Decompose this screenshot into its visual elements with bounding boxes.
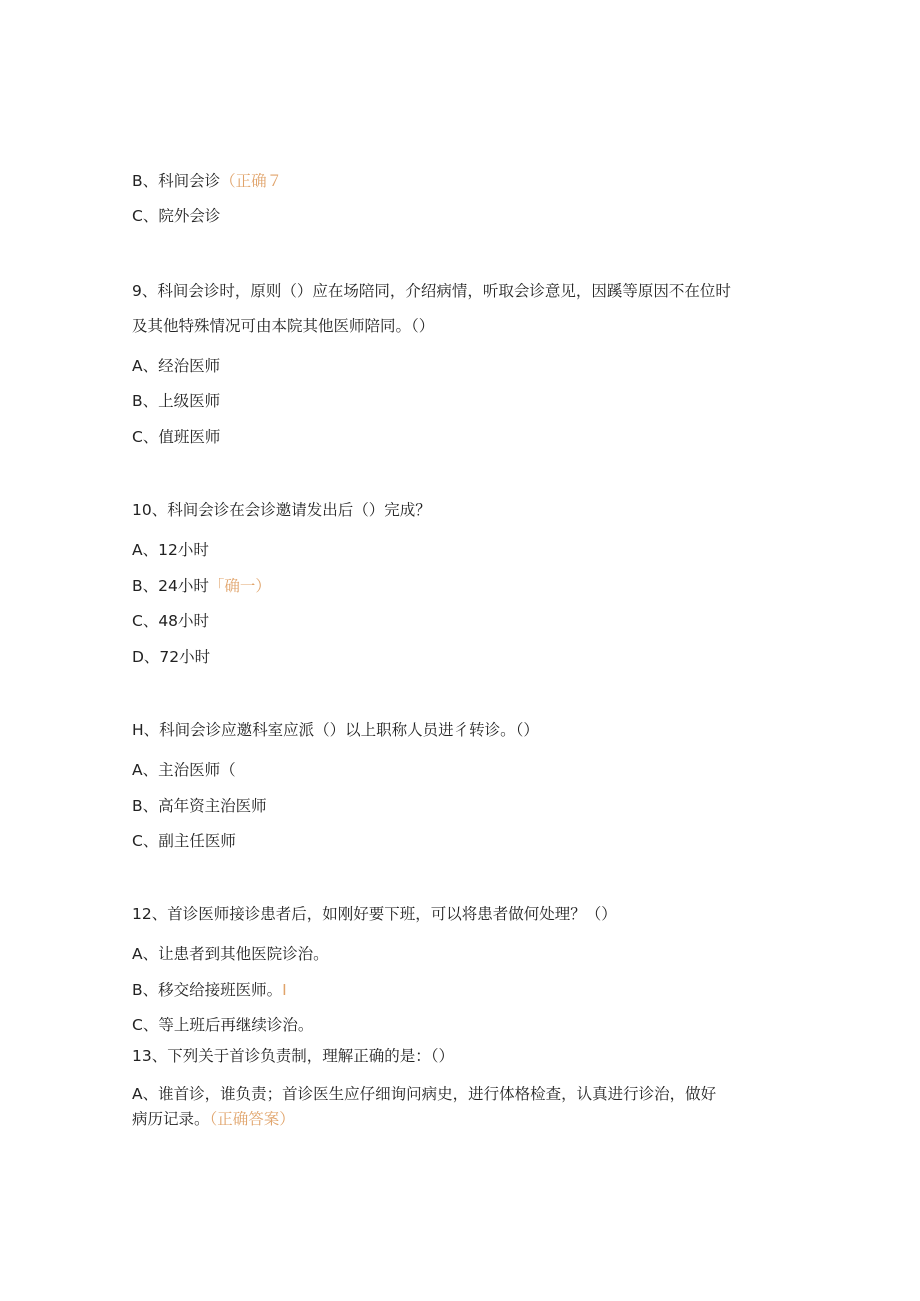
question-9-line-2	[132, 316, 434, 336]
q9-option-a	[132, 356, 220, 376]
q13-option-a-line-2	[132, 1109, 295, 1129]
q10-option-c	[132, 611, 209, 631]
q10-option-b	[132, 576, 271, 596]
question-9-line-1	[132, 281, 731, 301]
q9-option-b	[132, 391, 220, 411]
answer-marker: 「确一）	[208, 577, 271, 595]
option-text: A、12小时	[132, 541, 209, 559]
option-text: 病历记录。	[132, 1110, 210, 1128]
q10-option-a	[132, 540, 209, 560]
q11-option-b	[132, 796, 267, 816]
option-text: D、72小时	[132, 648, 211, 666]
option-text: B、上级医师	[132, 392, 221, 410]
question-text: 及其他特殊情况可由本院其他医师陪同。（）	[132, 317, 435, 335]
q9-option-c	[132, 427, 220, 447]
question-text: 12、首诊医师接诊患者后，如刚好要下班，可以将患者做何处理？（）	[132, 905, 617, 923]
option-text: B、科间会诊	[132, 172, 221, 190]
q13-option-a-line-1	[132, 1084, 716, 1104]
question-13	[132, 1046, 454, 1066]
option-text: B、24小时	[132, 577, 209, 595]
question-11	[132, 720, 539, 740]
question-text: 13、下列关于首诊负责制，理解正确的是：（）	[132, 1047, 454, 1065]
option-text: C、值班医师	[132, 428, 221, 446]
answer-marker: （正确答案）	[209, 1110, 295, 1128]
option-text: C、院外会诊	[132, 207, 221, 225]
option-text: C、副主任医师	[132, 832, 236, 850]
answer-marker: （正确７	[220, 172, 283, 190]
q10-option-d	[132, 647, 210, 667]
option-b-interdepartmental-consultation	[132, 171, 282, 191]
option-text: B、高年资主治医师	[132, 797, 267, 815]
q11-option-c	[132, 831, 236, 851]
q11-option-a	[132, 760, 236, 780]
option-text: A、让患者到其他医院诊治。	[132, 945, 329, 963]
option-c-external-consultation	[132, 206, 220, 226]
option-text: B、移交给接班医师。	[132, 981, 283, 999]
question-12	[132, 904, 617, 924]
question-text: 9、科间会诊时，原则（）应在场陪同，介绍病情，听取会诊意见，因蹊等原因不在位时	[132, 282, 731, 300]
option-text: A、主治医师（	[132, 761, 236, 779]
q12-option-b	[132, 980, 287, 1000]
question-text: H、科间会诊应邀科室应派（）以上职称人员进彳转诊。（）	[132, 721, 539, 739]
option-text: C、48小时	[132, 612, 210, 630]
q12-option-c	[132, 1015, 313, 1035]
option-text: A、经治医师	[132, 357, 221, 375]
answer-marker: I	[282, 981, 287, 999]
question-10	[132, 500, 431, 520]
option-text: A、谁首诊，谁负责；首诊医生应仔细询问病史，进行体格检查，认真进行诊治，做好	[132, 1085, 717, 1103]
question-text: 10、科间会诊在会诊邀请发出后（）完成？	[132, 501, 431, 519]
q12-option-a	[132, 944, 329, 964]
option-text: C、等上班后再继续诊治。	[132, 1016, 314, 1034]
